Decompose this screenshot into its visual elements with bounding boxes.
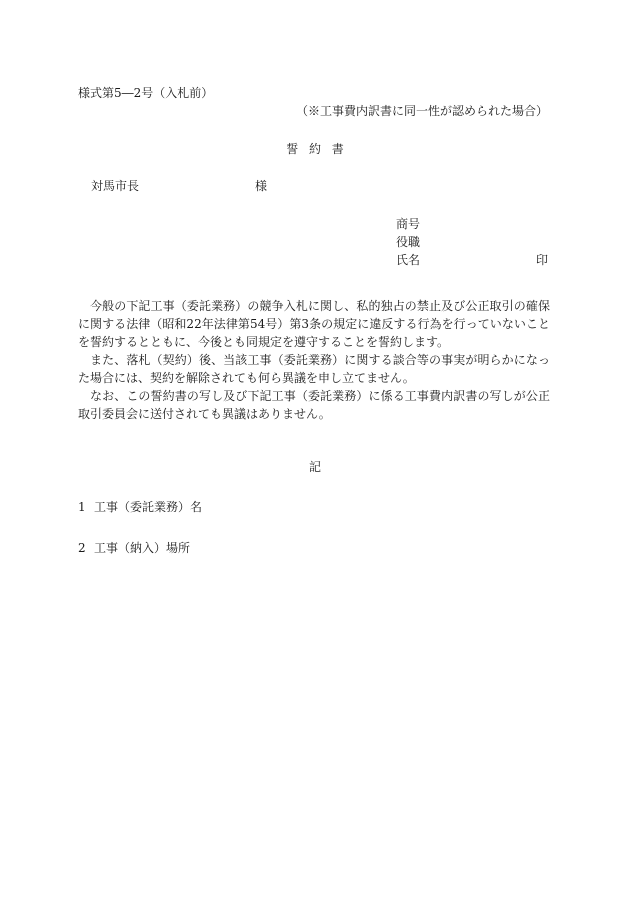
name-row (396, 254, 548, 272)
oath-body (78, 297, 550, 423)
condition-note: （※工事費内訳書に同一性が認められた場合） (295, 104, 548, 118)
seal-label: 印 (535, 253, 548, 267)
item-label: 工事（納入）場所 (94, 541, 191, 555)
company-label: 商号 (396, 217, 421, 231)
item-number: 1 (78, 500, 86, 514)
document-title: 誓約書 (286, 142, 355, 156)
item-number: 2 (78, 541, 86, 555)
position-label: 役職 (396, 235, 421, 249)
ki-heading: 記 (308, 460, 321, 474)
addressee-honorific: 様 (255, 179, 268, 193)
item-construction-location (78, 542, 190, 554)
name-label: 氏名 (396, 253, 421, 267)
item-construction-name (78, 501, 202, 513)
position-row (396, 236, 548, 254)
form-number: 様式第5―2号（入札前） (78, 86, 214, 100)
addressee-name: 対馬市長 (91, 179, 140, 193)
item-label: 工事（委託業務）名 (94, 500, 203, 514)
oath-paragraph: また、落札（契約）後、当該工事（委託業務）に関する談合等の事実が明らかになった場合には、契約を解除されても何ら異議を申し立てません。 (78, 353, 550, 385)
oath-paragraph: 今般の下記工事（委託業務）の競争入札に関し、私的独占の禁止及び公正取引の確保に関する法律（昭和22年法律第54号）第3条の規定に違反する行為を行っていないことを誓約するとともに、今後とも同規定を遵守することを誓約します。 (78, 299, 550, 349)
company-row (396, 218, 548, 236)
oath-paragraph: なお、この誓約書の写し及び下記工事（委託業務）に係る工事費内訳書の写しが公正取引委員会に送付されても異議はありません。 (78, 389, 550, 421)
signatory-block (396, 218, 548, 272)
